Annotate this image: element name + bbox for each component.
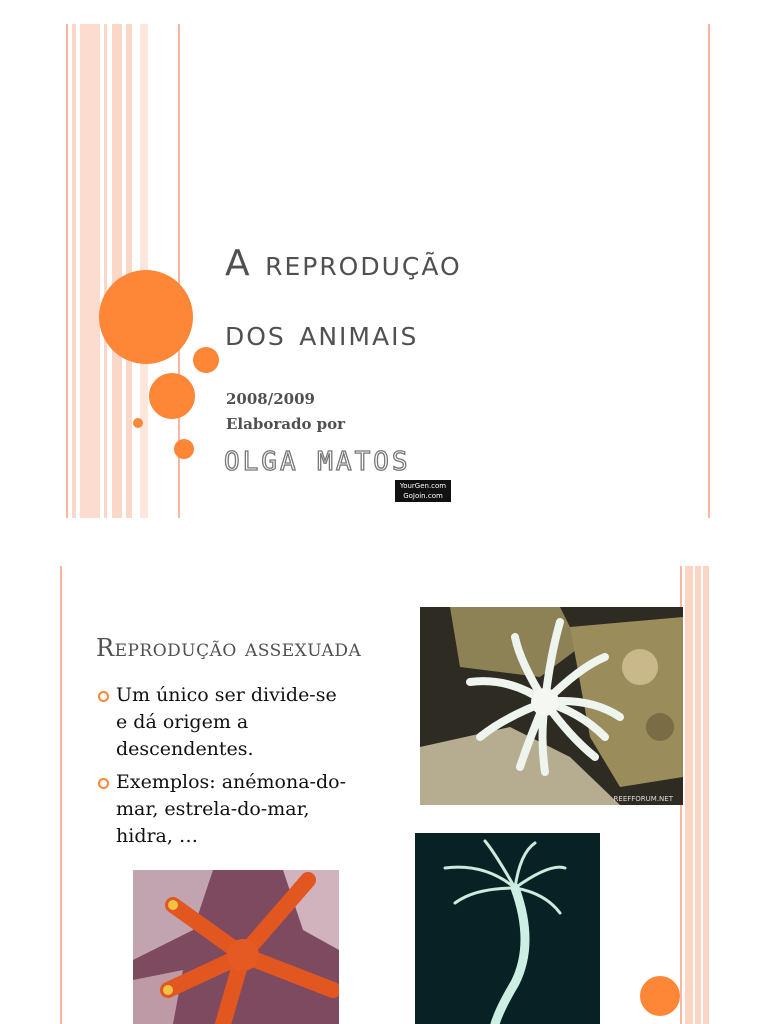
decor-stripe xyxy=(80,24,100,518)
decor-stripe xyxy=(701,566,703,1024)
slide-heading: Reprodução assexuada xyxy=(96,634,362,662)
bullet-list xyxy=(96,682,346,856)
list-item xyxy=(96,682,346,763)
decor-circle xyxy=(174,439,194,459)
badge-line-1: YourGen.com xyxy=(399,482,447,490)
author-label: Elaborado por xyxy=(226,415,346,433)
author-signature xyxy=(222,446,448,476)
decor-circle xyxy=(193,347,219,373)
decor-circle xyxy=(133,418,143,428)
decor-stripe xyxy=(72,24,76,518)
decor-stripe xyxy=(693,566,695,1024)
bullet-text: Exemplos: anémona-do-mar, estrela-do-mar, hidra, … xyxy=(116,771,346,847)
signature-text: OLGA MATOS xyxy=(224,447,411,476)
watermark-badge xyxy=(395,480,451,502)
title-line-2: dos animais xyxy=(225,313,419,354)
decor-stripe xyxy=(685,566,709,1024)
title-meta xyxy=(226,387,345,437)
decor-circle xyxy=(99,270,193,364)
bullet-circle-icon xyxy=(98,691,109,702)
hydra-photo xyxy=(415,833,600,1024)
hydra-image xyxy=(415,833,600,1024)
content-slide xyxy=(60,566,712,1024)
photo-credit: REEFFORUM.NET xyxy=(613,795,673,803)
decor-stripe xyxy=(66,24,68,518)
sea-anemone-photo xyxy=(420,607,683,805)
decor-stripe xyxy=(104,24,107,518)
decor-stripe xyxy=(60,566,62,1024)
sea-anemone-image xyxy=(420,607,683,805)
list-item xyxy=(96,769,346,850)
decor-circle xyxy=(640,976,680,1016)
title-slide xyxy=(60,24,712,518)
decor-stripe xyxy=(126,24,132,518)
bullet-text: Um único ser divide-se e dá origem a descendentes. xyxy=(116,684,337,760)
decor-stripe xyxy=(112,24,122,518)
badge-line-2: GoJoin.com xyxy=(403,492,443,500)
school-year: 2008/2009 xyxy=(226,390,315,408)
starfish-image xyxy=(133,870,339,1024)
bullet-circle-icon xyxy=(98,778,109,789)
starfish-photo xyxy=(133,870,339,1024)
decor-circle xyxy=(149,373,195,419)
decor-stripe xyxy=(708,24,710,518)
presentation-title xyxy=(225,229,462,369)
title-line-1: A reprodução xyxy=(225,243,462,284)
